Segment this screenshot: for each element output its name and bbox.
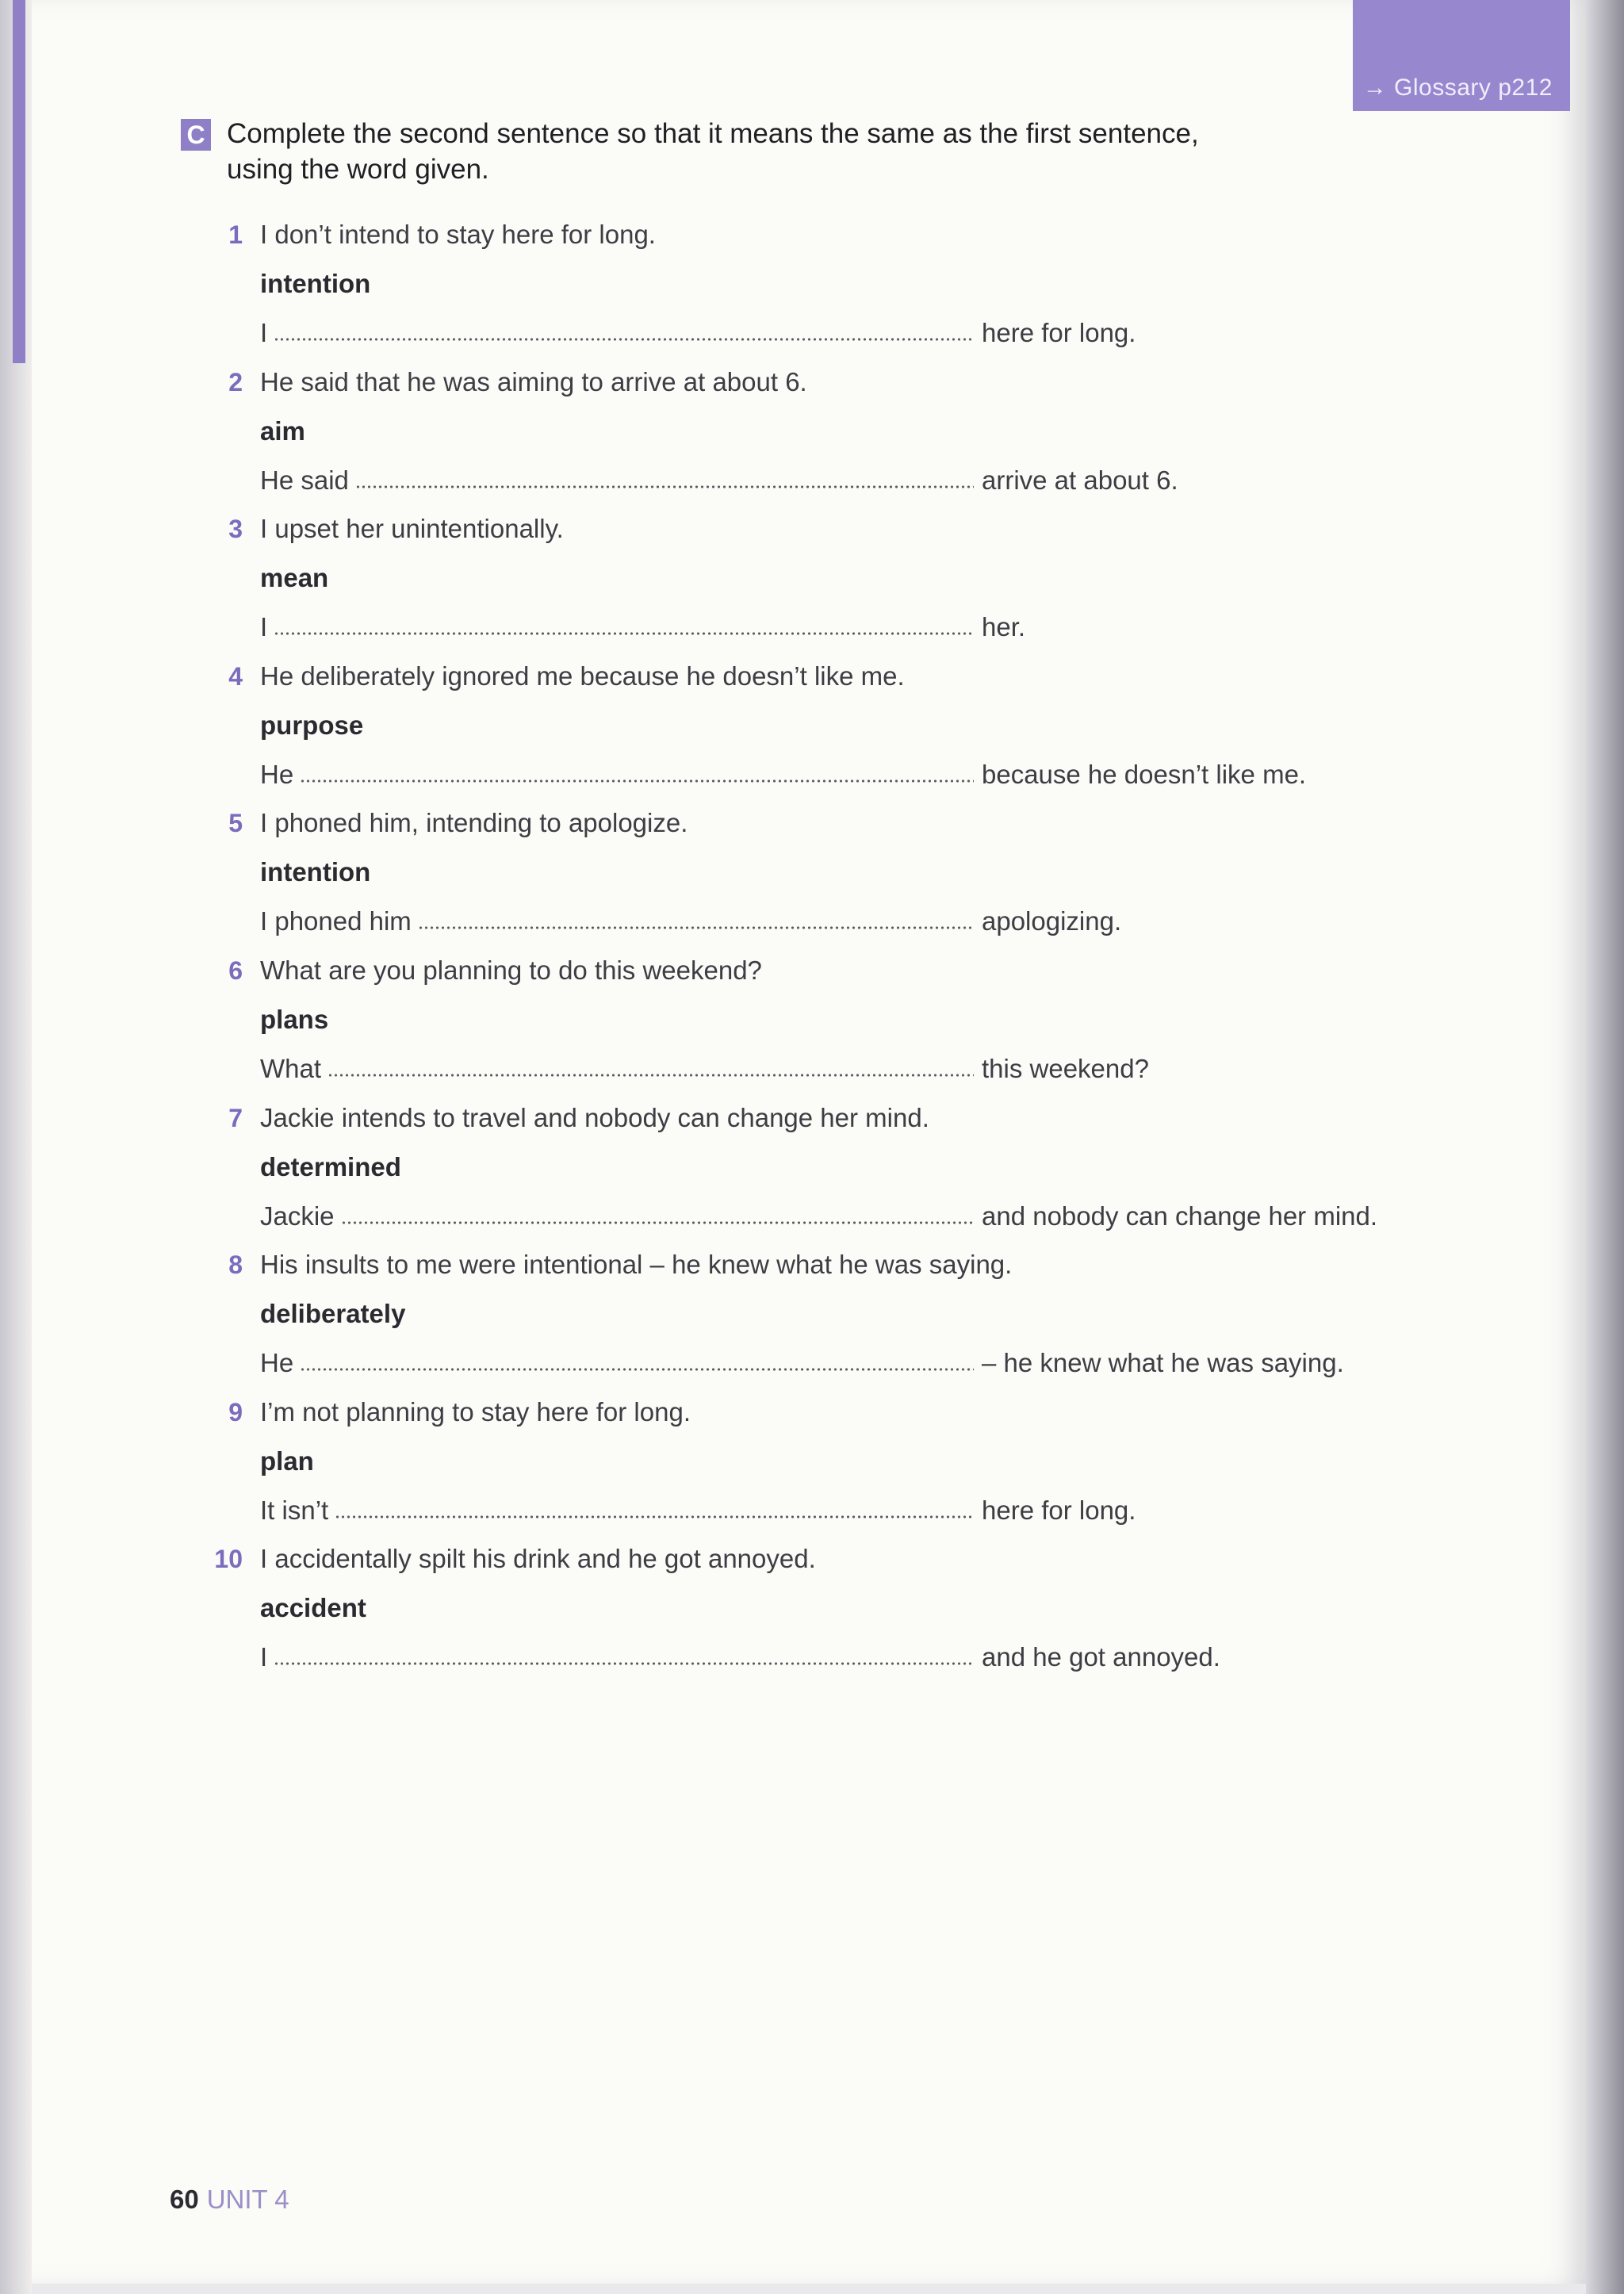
- item-number: 8: [228, 1250, 243, 1280]
- item-answer-line: [260, 759, 1306, 791]
- item-keyword: deliberately: [260, 1299, 406, 1329]
- answer-start-text: I: [260, 318, 268, 347]
- item-answer-line: [260, 1347, 1344, 1379]
- item-sentence: Jackie intends to travel and nobody can change her mind.: [260, 1102, 929, 1132]
- answer-start-text: He: [260, 759, 294, 789]
- item-answer-line: [260, 1495, 1136, 1526]
- answer-blank[interactable]: [274, 337, 974, 342]
- item-answer-line: [260, 611, 1025, 643]
- answer-end-text: because he doesn’t like me.: [982, 759, 1307, 789]
- answer-end-text: apologizing.: [982, 906, 1122, 936]
- item-sentence: I accidentally spilt his drink and he got annoyed.: [260, 1544, 816, 1574]
- item-keyword: purpose: [260, 710, 364, 740]
- answer-end-text: her.: [982, 612, 1026, 642]
- answer-blank[interactable]: [300, 779, 974, 783]
- answer-end-text: and he got annoyed.: [982, 1642, 1220, 1672]
- item-sentence: He deliberately ignored me because he doesn’t like me.: [260, 661, 905, 691]
- instruction-line-2: using the word given.: [227, 154, 489, 185]
- item-answer-line: [260, 465, 1178, 496]
- answer-start-text: I: [260, 612, 268, 642]
- item-sentence: I don’t intend to stay here for long.: [260, 220, 656, 249]
- unit-label: UNIT 4: [206, 2185, 289, 2214]
- answer-blank[interactable]: [327, 1073, 974, 1078]
- answer-start-text: Jackie: [260, 1201, 335, 1231]
- answer-blank[interactable]: [341, 1220, 974, 1225]
- page-footer: [170, 2184, 289, 2215]
- item-sentence: What are you planning to do this weekend?: [260, 956, 762, 985]
- item-sentence: I upset her unintentionally.: [260, 514, 564, 544]
- answer-end-text: and nobody can change her mind.: [982, 1201, 1378, 1231]
- answer-blank[interactable]: [274, 1661, 974, 1666]
- item-answer-line: [260, 317, 1136, 349]
- answer-end-text: this weekend?: [982, 1054, 1149, 1083]
- answer-end-text: arrive at about 6.: [982, 465, 1178, 495]
- item-keyword: plans: [260, 1005, 329, 1034]
- page-right-edge: [1586, 0, 1624, 2294]
- item-keyword: aim: [260, 416, 305, 446]
- answer-start-text: I: [260, 1642, 268, 1672]
- item-sentence: His insults to me were intentional – he knew what he was saying.: [260, 1250, 1013, 1280]
- item-number: 2: [228, 367, 243, 396]
- item-keyword: mean: [260, 563, 329, 593]
- answer-start-text: What: [260, 1054, 322, 1083]
- glossary-tab: [1353, 0, 1570, 111]
- answer-start-text: He: [260, 1348, 294, 1378]
- answer-end-text: here for long.: [982, 318, 1136, 347]
- answer-start-text: It isn’t: [260, 1495, 329, 1525]
- answer-end-text: here for long.: [982, 1495, 1136, 1525]
- item-keyword: accident: [260, 1593, 366, 1623]
- item-number: 1: [228, 220, 243, 249]
- item-answer-line: [260, 906, 1121, 937]
- item-sentence: He said that he was aiming to arrive at about 6.: [260, 366, 807, 396]
- answer-blank[interactable]: [418, 925, 974, 930]
- item-answer-line: [260, 1641, 1220, 1673]
- item-number: 7: [228, 1103, 243, 1132]
- left-color-strip: [13, 0, 25, 363]
- answer-start-text: I phoned him: [260, 906, 412, 936]
- item-keyword: plan: [260, 1446, 314, 1476]
- answer-start-text: He said: [260, 465, 349, 495]
- item-number: 4: [228, 661, 243, 691]
- answer-blank[interactable]: [300, 1367, 974, 1372]
- answer-blank[interactable]: [355, 484, 974, 489]
- item-sentence: I phoned him, intending to apologize.: [260, 808, 688, 838]
- item-answer-line: [260, 1053, 1149, 1085]
- item-sentence: I’m not planning to stay here for long.: [260, 1396, 691, 1427]
- instruction-line-1: Complete the second sentence so that it means the same as the first sentence,: [227, 118, 1199, 149]
- item-number: 9: [228, 1397, 243, 1427]
- item-answer-line: [260, 1201, 1377, 1232]
- page-number: 60: [170, 2185, 199, 2214]
- item-number: 6: [228, 956, 243, 985]
- item-keyword: intention: [260, 857, 371, 887]
- exercise-letter-badge: C: [181, 119, 211, 151]
- item-number: 10: [214, 1545, 243, 1574]
- answer-end-text: – he knew what he was saying.: [982, 1348, 1344, 1378]
- glossary-tab-label: → Glossary p212: [1362, 75, 1553, 101]
- item-number: 3: [228, 515, 243, 544]
- item-keyword: intention: [260, 269, 371, 298]
- instruction-text: [227, 116, 1337, 187]
- answer-blank[interactable]: [274, 631, 974, 636]
- answer-blank[interactable]: [335, 1515, 974, 1519]
- item-number: 5: [228, 809, 243, 838]
- item-keyword: determined: [260, 1151, 401, 1181]
